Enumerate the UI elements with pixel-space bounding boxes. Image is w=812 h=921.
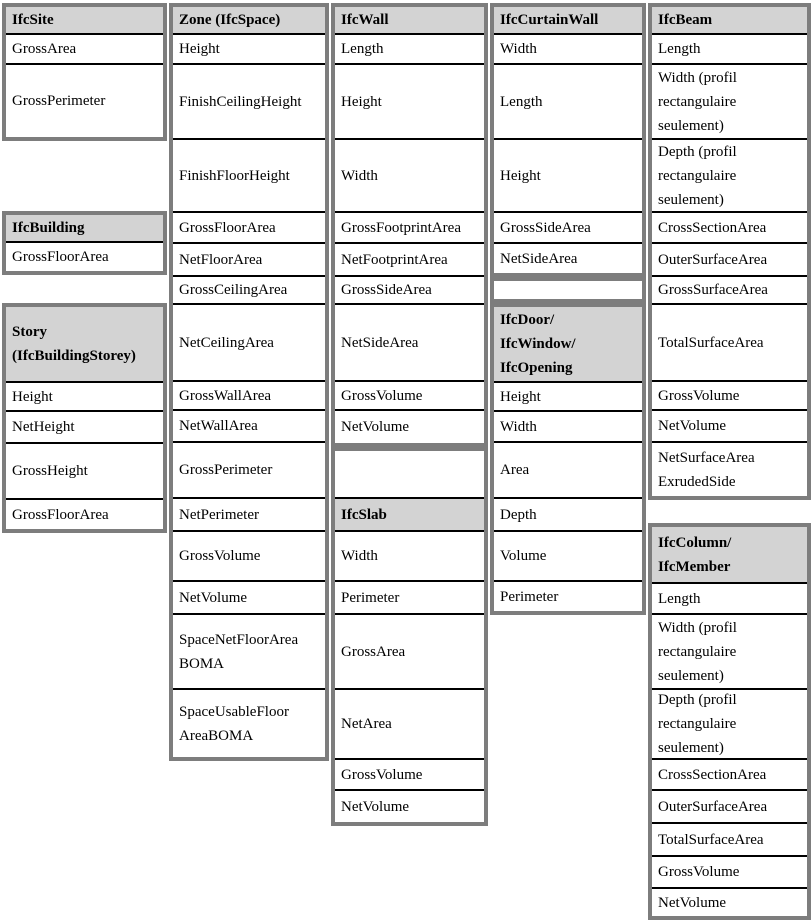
table-cell: FinishCeilingHeight <box>173 63 325 138</box>
header-line: IfcMember <box>658 558 731 575</box>
table-cell: NetVolume <box>173 580 325 613</box>
table-cell: Height <box>494 381 642 410</box>
zone-table <box>169 3 329 761</box>
table-cell: NetPerimeter <box>173 497 325 530</box>
table-cell: NetVolume <box>652 409 807 441</box>
table-cell: Width (profil rectangulaire seulement) <box>652 613 807 688</box>
table-cell: NetCeilingArea <box>173 303 325 380</box>
table-cell: NetSideArea <box>494 242 642 273</box>
table-cell: CrossSectionArea <box>652 758 807 789</box>
table-cell: NetWallArea <box>173 409 325 441</box>
spacer-table <box>490 277 646 303</box>
table-cell: GrossFloorArea <box>6 241 163 271</box>
table-cell: GrossArea <box>6 33 163 63</box>
header-line: IfcDoor/ <box>500 312 555 328</box>
header-line: IfcOpening <box>500 360 573 376</box>
table-cell: GrossVolume <box>335 380 484 409</box>
table-cell: Length <box>335 33 484 63</box>
ifcbuilding-header-cell: IfcBuilding <box>6 215 163 241</box>
table-cell: Height <box>494 138 642 211</box>
table-cell: Length <box>494 63 642 138</box>
table-cell: TotalSurfaceArea <box>652 822 807 855</box>
table-cell: TotalSurfaceArea <box>652 303 807 380</box>
ifccolumn-header-cell <box>652 527 807 582</box>
ifcbeam-table <box>648 3 811 500</box>
ifcsite-header-cell: IfcSite <box>6 7 163 33</box>
table-cell: Height <box>6 381 163 410</box>
zone-header-cell: Zone (IfcSpace) <box>173 7 325 33</box>
table-cell: Depth (profil rectangulaire seulement) <box>652 688 807 758</box>
table-cell: NetSideArea <box>335 303 484 380</box>
table-cell: GrossVolume <box>652 855 807 887</box>
table-cell: FinishFloorHeight <box>173 138 325 211</box>
table-cell: GrossWallArea <box>173 380 325 409</box>
table-cell: NetFootprintArea <box>335 242 484 275</box>
table-cell: Height <box>173 33 325 63</box>
header-line: IfcColumn/ <box>658 534 732 551</box>
story-header-cell: Story (IfcBuildingStorey) <box>6 307 163 381</box>
table-cell: Length <box>652 582 807 613</box>
story-table <box>2 303 167 533</box>
ifcwall-header-cell: IfcWall <box>335 7 484 33</box>
table-cell: Perimeter <box>494 580 642 611</box>
table-cell: Width <box>335 530 484 580</box>
table-cell: Height <box>335 63 484 138</box>
table-cell: Depth <box>494 497 642 530</box>
table-cell: NetVolume <box>335 409 484 443</box>
table-cell: SpaceUsableFloor AreaBOMA <box>173 688 325 757</box>
table-cell: GrossPerimeter <box>6 63 163 137</box>
table-cell: GrossPerimeter <box>173 441 325 497</box>
ifcwall-table <box>331 3 488 447</box>
table-cell: NetVolume <box>652 887 807 916</box>
table-cell: GrossVolume <box>173 530 325 580</box>
table-cell: NetSurfaceArea ExrudedSide <box>652 441 807 496</box>
ifcbeam-header-cell: IfcBeam <box>652 7 807 33</box>
table-cell: GrossVolume <box>335 758 484 789</box>
header-line: IfcWindow/ <box>500 336 576 352</box>
table-cell: SpaceNetFloorArea BOMA <box>173 613 325 688</box>
table-cell: Length <box>652 33 807 63</box>
ifcbuilding-table <box>2 211 167 275</box>
table-cell: GrossCeilingArea <box>173 275 325 303</box>
table-cell: GrossHeight <box>6 442 163 498</box>
ifcsite-table <box>2 3 167 141</box>
table-cell: GrossFloorArea <box>173 211 325 242</box>
ifcdoor-header-cell <box>494 307 642 381</box>
ifccurtainwall-header-cell: IfcCurtainWall <box>494 7 642 33</box>
table-cell: Width <box>335 138 484 211</box>
empty-cell <box>335 451 484 497</box>
table-cell: Depth (profil rectangulaire seulement) <box>652 138 807 211</box>
ifcdoor-table <box>490 303 646 615</box>
table-cell: OuterSurfaceArea <box>652 242 807 275</box>
table-cell: Width <box>494 33 642 63</box>
ifcslab-table <box>331 447 488 826</box>
table-cell: Volume <box>494 530 642 580</box>
table-cell: GrossFloorArea <box>6 498 163 529</box>
table-cell: OuterSurfaceArea <box>652 789 807 822</box>
table-cell: Width (profil rectangulaire seulement) <box>652 63 807 138</box>
ifccolumn-table <box>648 523 811 920</box>
table-cell: NetVolume <box>335 789 484 822</box>
table-cell: GrossVolume <box>652 380 807 409</box>
table-cell: GrossSideArea <box>335 275 484 303</box>
table-cell: NetFloorArea <box>173 242 325 275</box>
table-cell: NetHeight <box>6 410 163 442</box>
table-cell: CrossSectionArea <box>652 211 807 242</box>
table-cell: GrossArea <box>335 613 484 688</box>
table-cell: GrossFootprintArea <box>335 211 484 242</box>
table-cell: Width <box>494 410 642 441</box>
empty-cell <box>494 281 642 299</box>
table-cell: Area <box>494 441 642 497</box>
table-cell: NetArea <box>335 688 484 758</box>
table-cell: GrossSideArea <box>494 211 642 242</box>
ifcslab-header-cell: IfcSlab <box>335 497 484 530</box>
table-cell: GrossSurfaceArea <box>652 275 807 303</box>
ifccurtainwall-table <box>490 3 646 277</box>
table-cell: Perimeter <box>335 580 484 613</box>
